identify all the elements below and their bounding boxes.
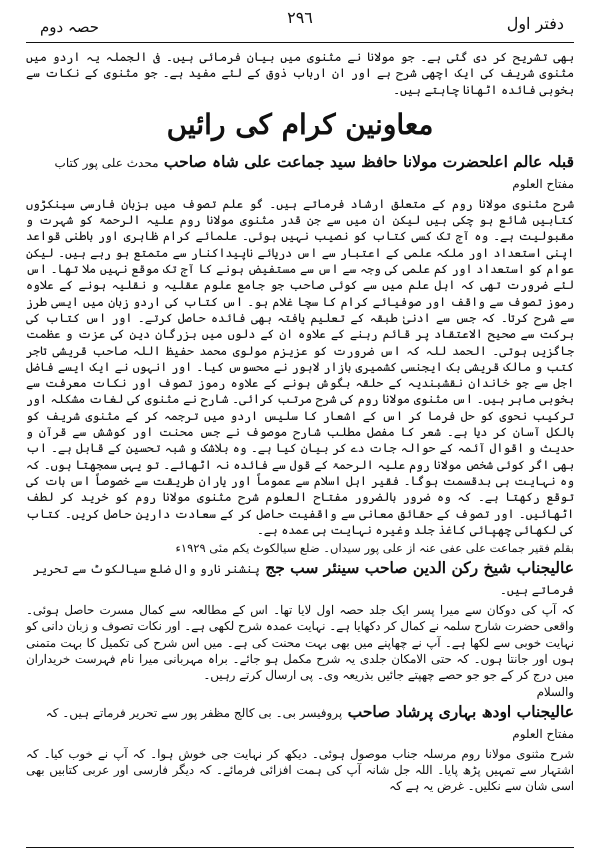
intro-paragraph [26,49,574,98]
section1-heading-tail: محدث علی پور کتاب مفتاح العلوم [54,155,574,191]
section2-heading-name: عالیجناب شیخ رکن الدین صاحب سینئر سب جج [265,558,574,578]
intro-text: بھی تشریح کر دی گئی ہے۔ جو مولانا نے مثنوی میں بیان فرمائی ہیں۔ فی الجملہ یہ اردو میں مثنوی شریف کی ایک اچھی شرح ہے اور ان ارباب ذوق کے لئے مفید ہے۔ جو مثنوی کے نکات سے بخوبی فائدہ اٹھانا چاہتے ہیں۔ [26,50,574,97]
section1-text: شرح مثنوی مولانا روم کے متعلق ارشاد فرماتے ہیں۔ گو علم تصوف میں بزبان فارسی سینکڑوں کتابیں شائع ہو چکی ہیں لیکن ان میں سے جن قدر مثنوی مولانا روم علیہ الرحمۃ کو شہرت و مقبولیت ہے۔ وہ آج تک کسی کتاب کو نصیب نہیں ہوئی۔ علمائے کرام ظاہری اور باطنی قواعد اپنی استعداد اور ملکہ علمی کے اعتبار سے اس دریائے ناپیداکنار سے متمتع ہو رہے ہیں۔ لیکن عوام کو استعداد اور کم علمی کی وجہ سے اس سے مستفیض ہونے کا آج تک موقع نہیں ملا تھا۔ اس لئے ضرورت تھی کہ اہل علم میں سے کوئی صاحب جو جامع علوم عقلیہ و نقلیہ ہونے کے علاوہ رموز تصوف سے واقف اور صوفیائے کرام کا سچا غلام ہو۔ اس کتاب کی اردو زبان میں ایسی طرز سے شرح کرتا۔ کہ جس سے ادنیٰ طبقہ کے تعلیم یافتہ بھی فائدہ حاصل کرتے۔ اور اس کتاب کی برکت سے صحیح الاعتقاد پر قائم رہنے کے علاوہ ان کے دلوں میں بزرگان دین کی عزت و عظمت جاگزیں ہوتی۔ الحمد للہ کہ اس ضرورت کو عزیزم مولوی محمد حفیظ اللہ صاحب قریشی تاجر کتب و مالک قریشی بک ایجنسی کشمیری بازار لاہور نے محسوس کیا۔ اور انہوں نے ایک ایسے فاضل اجل سے جو خاندان نقشبندیہ کے حلقہ بگوش ہونے کے علاوہ رموز تصوف اور نکات معرفت سے بخوبی ماہر ہیں۔ اس مثنوی مولانا روم کی شرح مرتب کرائی۔ شارح نے مثنوی کی لغات مشکلہ اور ترکیب نحوی کو حل فرما کر اس کے اشعار کا سلیس اردو میں ترجمہ کر کے مثنوی شریف کو بالکل آسان کر دیا ہے۔ شعر کا مفصل مطلب شارح موصوف نے جس محنت اور کوشش سے قرآن و حدیث و اقوال آئمہ کے حوالہ جات دے کر بیان کیا ہے۔ وہ بلاشک و شبہ تحسین کے قابل ہے۔ اب بھی اگر کوئی شخص مولانا روم علیہ الرحمۃ کے قول سے فائدہ نہ اٹھائے۔ تو یہی سمجھتا ہوں۔ کہ وہ نہایت ہی بدقسمت ہوگا۔ فقیر اہل اسلام سے عموماً اور یاران طریقت سے خصوصاً اس بات کی توقع رکھتا ہے۔ کہ وہ ضرور بالضرور مفتاح العلوم شرح مثنوی مولانا روم کو خرید کر لطف اٹھائیں۔ اور تصوف کے حقائق معانی سے واقفیت حاصل کر کے سعادت دارین حاصل کریں۔ کتاب کی لکھائی چھپائی کاغذ جلد وغیرہ نہایت ہی عمدہ ہے۔ [26,196,574,537]
section1-signature: بقلم فقیر جماعت علی عفی عنہ از علی پور سیداں۔ ضلع سیالکوٹ یکم مئی ١٩٢٩ء [175,541,574,556]
section3-heading-tail: پروفیسر بی۔ بی کالج مظفر پور سے تحریر فرماتے ہیں۔ کہ مفتاح العلوم [45,705,574,741]
section3-heading [26,702,574,744]
header-divider [26,42,574,43]
section1-heading-name: قبلہ عالم اعلحضرت مولانا حافظ سید جماعت علی شاہ صاحب [163,151,574,171]
section3-text: شرح مثنوی مولانا روم مرسلہ جناب موصول ہوئی۔ دیکھ کر نہایت جی خوش ہوا۔ کہ آپ نے خوب کیا۔ کہ اشتہار سے تمہیں پڑھ پایا۔ اللہ جل شانہ آپ کی ہمت افزائی فرمائے۔ کہ دیگر فارسی اور عربی کتابیں بھی اسی شان سے نکلیں۔ غرض یہ ہے کہ [26,746,574,794]
section2-text: کہ آپ کی دوکان سے میرا پسر ایک جلد حصہ اول لایا تھا۔ اس کے مطالعہ سے کمال مسرت حاصل ہوئی۔ واقعی حضرت شارح سلمہ نے کمال کر دکھایا ہے۔ نہایت عمدہ شرح لکھی ہے۔ اور نکات تصوف و زبان دانی کو نہایت خوبی سے لکھا ہے۔ آپ نے چھاپنے میں بھی بہت محنت کی ہے۔ میں اس شرح کی تکمیل کا بہت متمنی ہوں اور جانتا ہوں۔ کہ حتی الامکان جلدی یہ شرح مکمل ہو جائے۔ براہ مہربانی میرا نام فہرست خریداران میں درج کر کے جو جو حصے چھپتے جائیں بذریعہ وی۔ پی ارسال کرتے رہیں۔ [26,603,574,683]
section2-heading [26,558,574,600]
section2-closing: والسلام [536,684,574,699]
section1-heading [26,152,574,194]
section3-body [26,746,574,795]
header-section: دفتر اول [506,14,564,33]
page-title: معاونین کرام کی رائیں [166,107,434,141]
footer-divider [26,847,574,848]
header-volume: حصہ دوم [40,18,100,36]
section1-body [26,196,574,538]
section3-heading-name: عالیجناب اودھ بہاری پرشاد صاحب [347,701,574,721]
section2-heading-tail: پنشنر نارو وال ضلع سیالکوٹ سے تحریر فرماتے ہیں۔ [32,562,574,598]
page-header [26,8,574,38]
page-number: ٢٩٦ [287,8,313,27]
section2-body [26,602,574,683]
